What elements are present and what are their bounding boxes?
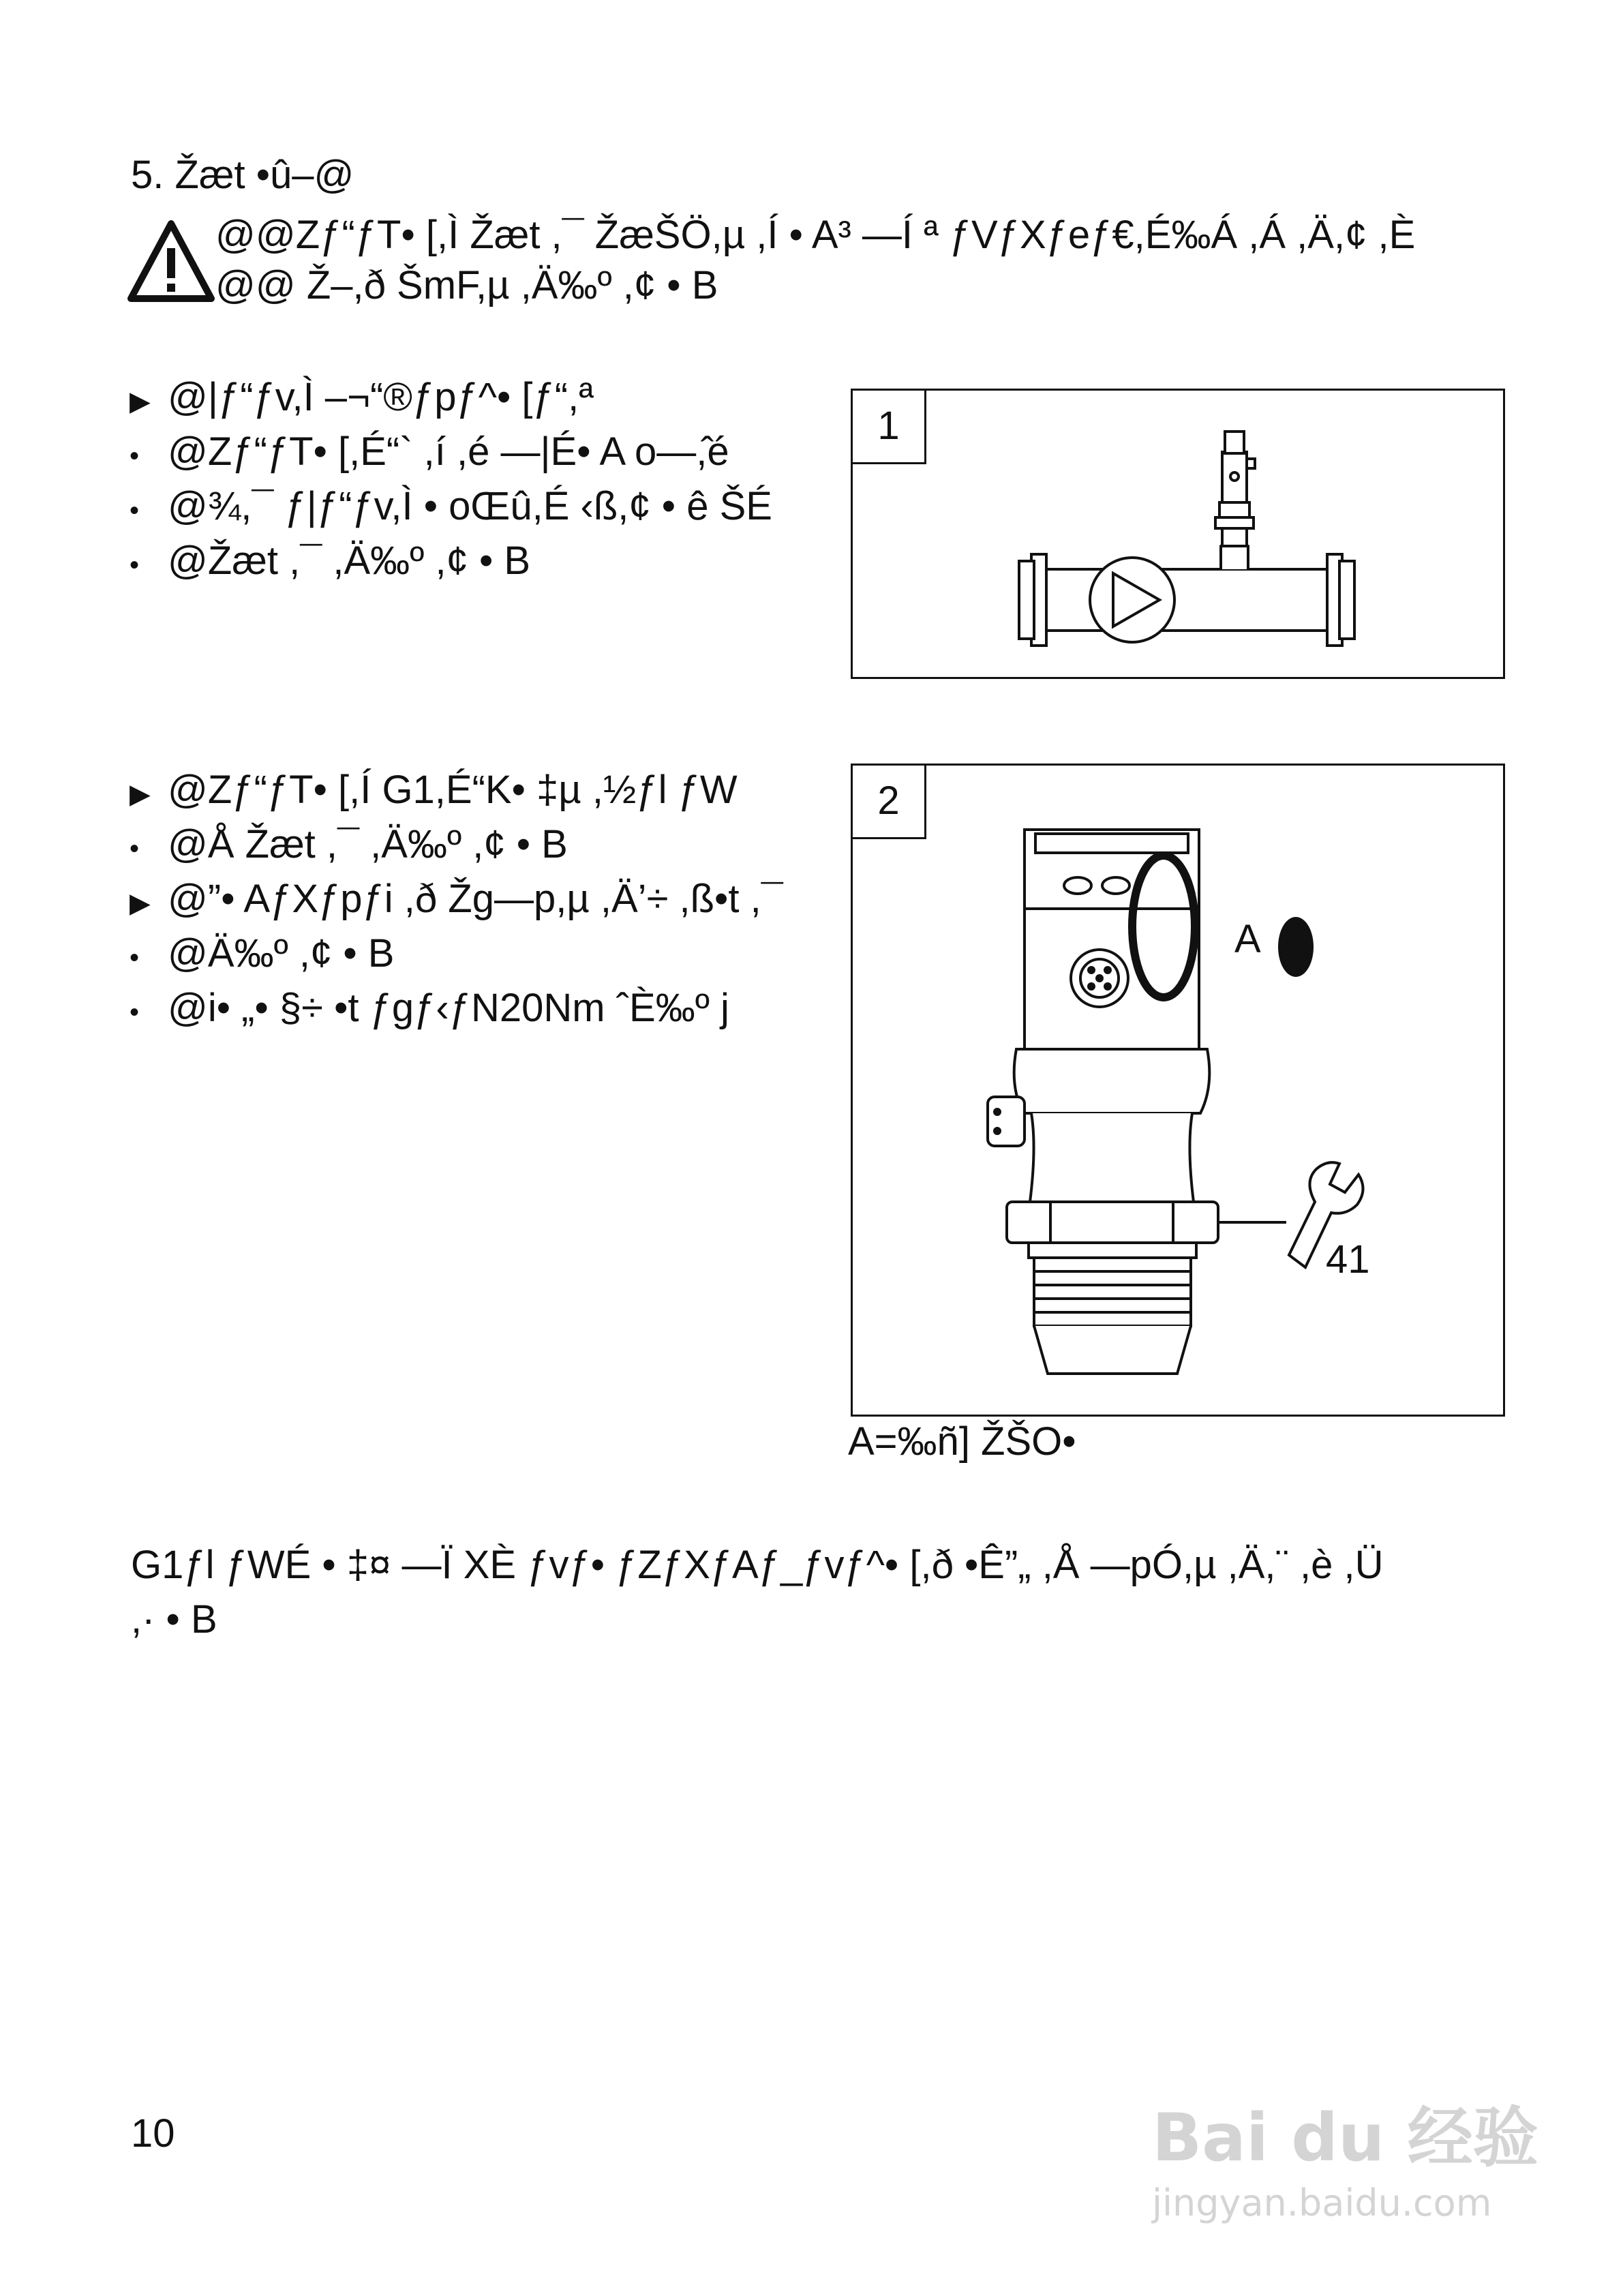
warning-line-1: @@Zƒ“ƒT• [,Ì Žæt ,¯ ŽæŠÖ,µ ,Í • A³ —Í ª ƒVƒXƒeƒ€,É‰Á ,Á ,Ä,¢ ,È [215,213,1416,257]
figure-2-number: 2 [853,766,926,839]
figure-1-number: 1 [853,391,926,464]
pipe-pump-sensor-illustration [853,391,1503,677]
list-item: • @Å Žæt ,¯ ,Ä‰º ,¢ • B [130,822,568,866]
watermark-logo: Bai du 经验 [1152,2100,1538,2176]
watermark-url: jingyan.baidu.com [1152,2181,1492,2224]
sensor-installation-illustration [853,766,1503,1415]
list-item: • @¾,¯ ƒ|ƒ“ƒv,Ì • oŒû,É ‹ß,¢ • ê ŠÉ [130,484,772,528]
page-number: 10 [131,2111,175,2156]
list-item: ▶ @”• AƒXƒpƒi ,ð Žg—p,µ ,Ä’÷ ,ß•t ,¯ [130,877,783,921]
body-paragraph-line-2: ,· • B [131,1597,217,1642]
label-a: A [1234,917,1261,961]
figure-2-caption: A=‰ñ] ŽŠO• [848,1419,1076,1464]
body-paragraph-line-1: G1ƒl ƒWÉ • ‡¤ —Ï XÈ ƒvƒ• ƒZƒXƒAƒ_ƒvƒ^• [,ð •Ê”„ ,Å —pÓ,µ ,Ä,¨ ,è ,Ü [131,1543,1384,1587]
warning-triangle-icon [127,218,215,307]
list-item: ▶ @Zƒ“ƒT• [,Í G1,É“K• ‡µ ,½ƒl ƒW [130,768,738,812]
figure-1-frame [851,389,1505,679]
list-item: • @Ä‰º ,¢ • B [130,931,395,976]
figure-2-frame [851,764,1505,1417]
warning-line-2: @@ Ž–,ð ŠmF,µ ,Ä‰º ,¢ • B [215,263,718,307]
list-item: • @Žæt ,¯ ,Ä‰º ,¢ • B [130,539,531,583]
wrench-size-label: 41 [1326,1237,1370,1282]
list-item: • @Zƒ“ƒT• [,É“` ,í ,é —|É• A o—,̂é [130,429,729,474]
list-item: • @i• „• §÷ •t ƒgƒ‹ƒN20Nm ˆÈ‰º j [130,986,729,1030]
list-item: ▶ @|ƒ“ƒv,Ì –¬“®ƒpƒ^• [ƒ“,ª [130,375,594,419]
section-heading: 5. Žæt •û–@ [131,153,354,197]
